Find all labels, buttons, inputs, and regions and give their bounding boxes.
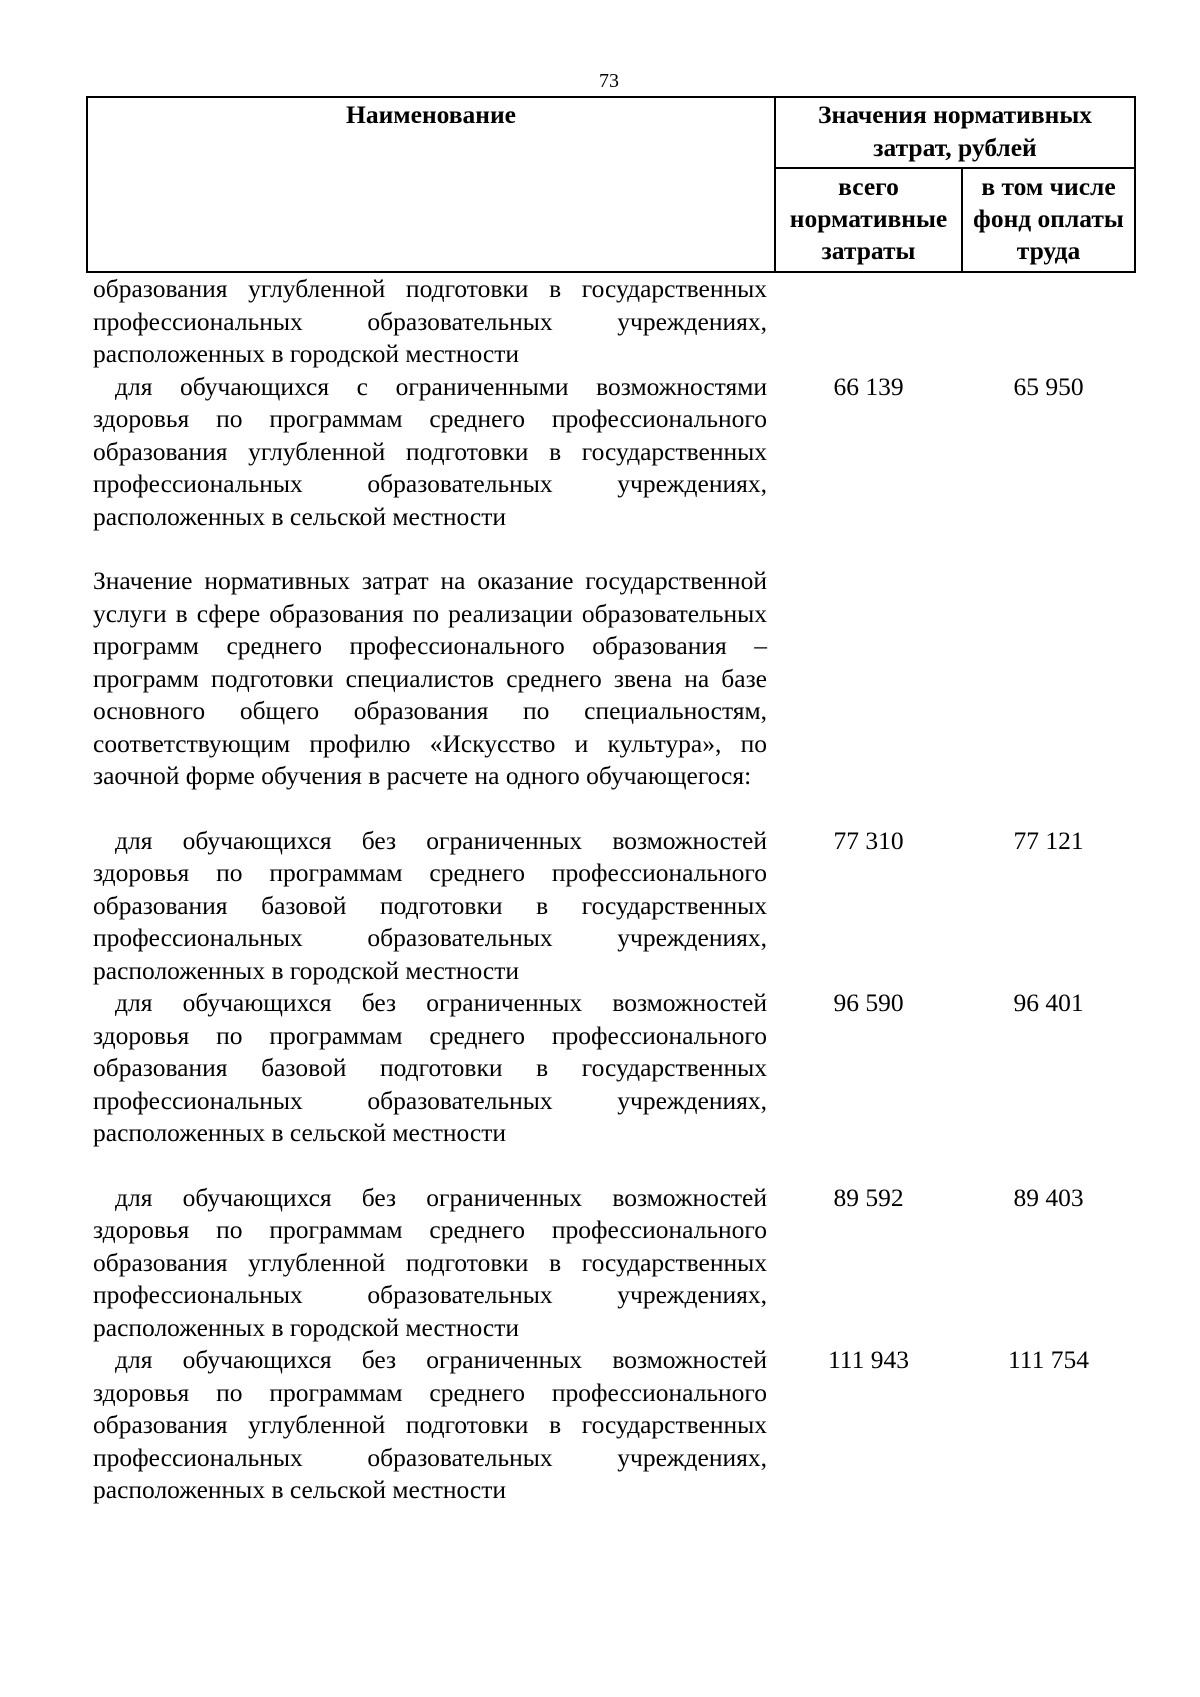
row-description: для обучающихся без ограниченных возможностей здоровья по программам среднего профессионального образования базовой подготовки в государственных профессиональных образовательных учреждениях, расположенных в городской местности xyxy=(93,825,767,985)
wage-fund-column-header: в том числе фонд оплаты труда xyxy=(962,168,1135,272)
total-costs-value xyxy=(775,272,962,371)
wage-fund-value: 96 401 xyxy=(1013,988,1084,1017)
total-costs-value: 96 590 xyxy=(833,988,904,1017)
wage-fund-value xyxy=(962,565,1135,793)
row-description: для обучающихся без ограниченных возможностей здоровья по программам среднего профессионального образования углубленной подготовки в государственных профессиональных образовательных учреждениях, расположенных в сельской местности xyxy=(93,1345,767,1504)
row-spacer xyxy=(87,793,1135,825)
total-costs-value: 77 310 xyxy=(833,825,904,855)
total-costs-value: 66 139 xyxy=(833,371,904,401)
table-row xyxy=(87,272,1135,371)
section-heading: Значение нормативных затрат на оказание государственной услуги в сфере образования по реализации образовательных программ среднего профессионального образования – программ подготовки специалистов среднего звена на базе основного общего образования по специальностям, соответствующим профилю «Искусство и культура», по заочной форме обучения в расчете на одного обучающегося: xyxy=(93,566,767,790)
row-description: для обучающихся с ограниченными возможностями здоровья по программам среднего профессионального образования углубленной подготовки в государственных профессиональных образовательных учреждениях, расположенных в сельской местности xyxy=(93,371,767,531)
values-column-header: Значения нормативных затрат, рублей xyxy=(775,97,1135,168)
name-column-header: Наименование xyxy=(87,97,775,272)
table-row xyxy=(87,987,1135,1150)
table-row xyxy=(87,1182,1135,1345)
table-row xyxy=(87,565,1135,793)
wage-fund-value: 65 950 xyxy=(1013,371,1084,401)
table-row xyxy=(87,371,1135,534)
row-spacer xyxy=(87,533,1135,565)
table-row xyxy=(87,1344,1135,1507)
normative-costs-table xyxy=(86,96,1136,1507)
total-costs-column-header: всего нормативные затраты xyxy=(775,168,962,272)
page-number: 73 xyxy=(599,70,619,92)
table-row xyxy=(87,825,1135,988)
wage-fund-value xyxy=(962,272,1135,371)
total-costs-value: 89 592 xyxy=(833,1182,904,1212)
row-description: образования углубленной подготовки в государственных профессиональных образовательных учреждениях, расположенных в городской местности xyxy=(93,274,767,368)
total-costs-value xyxy=(775,565,962,793)
row-description: для обучающихся без ограниченных возможностей здоровья по программам среднего профессионального образования углубленной подготовки в государственных профессиональных образовательных учреждениях, расположенных в городской местности xyxy=(93,1182,767,1342)
wage-fund-value: 89 403 xyxy=(1013,1182,1084,1212)
wage-fund-value: 77 121 xyxy=(1013,825,1084,855)
row-description: для обучающихся без ограниченных возможностей здоровья по программам среднего профессионального образования базовой подготовки в государственных профессиональных образовательных учреждениях, расположенных в сельской местности xyxy=(93,988,767,1147)
row-spacer xyxy=(87,1150,1135,1182)
total-costs-value: 111 943 xyxy=(828,1345,909,1374)
wage-fund-value: 111 754 xyxy=(1008,1345,1089,1374)
